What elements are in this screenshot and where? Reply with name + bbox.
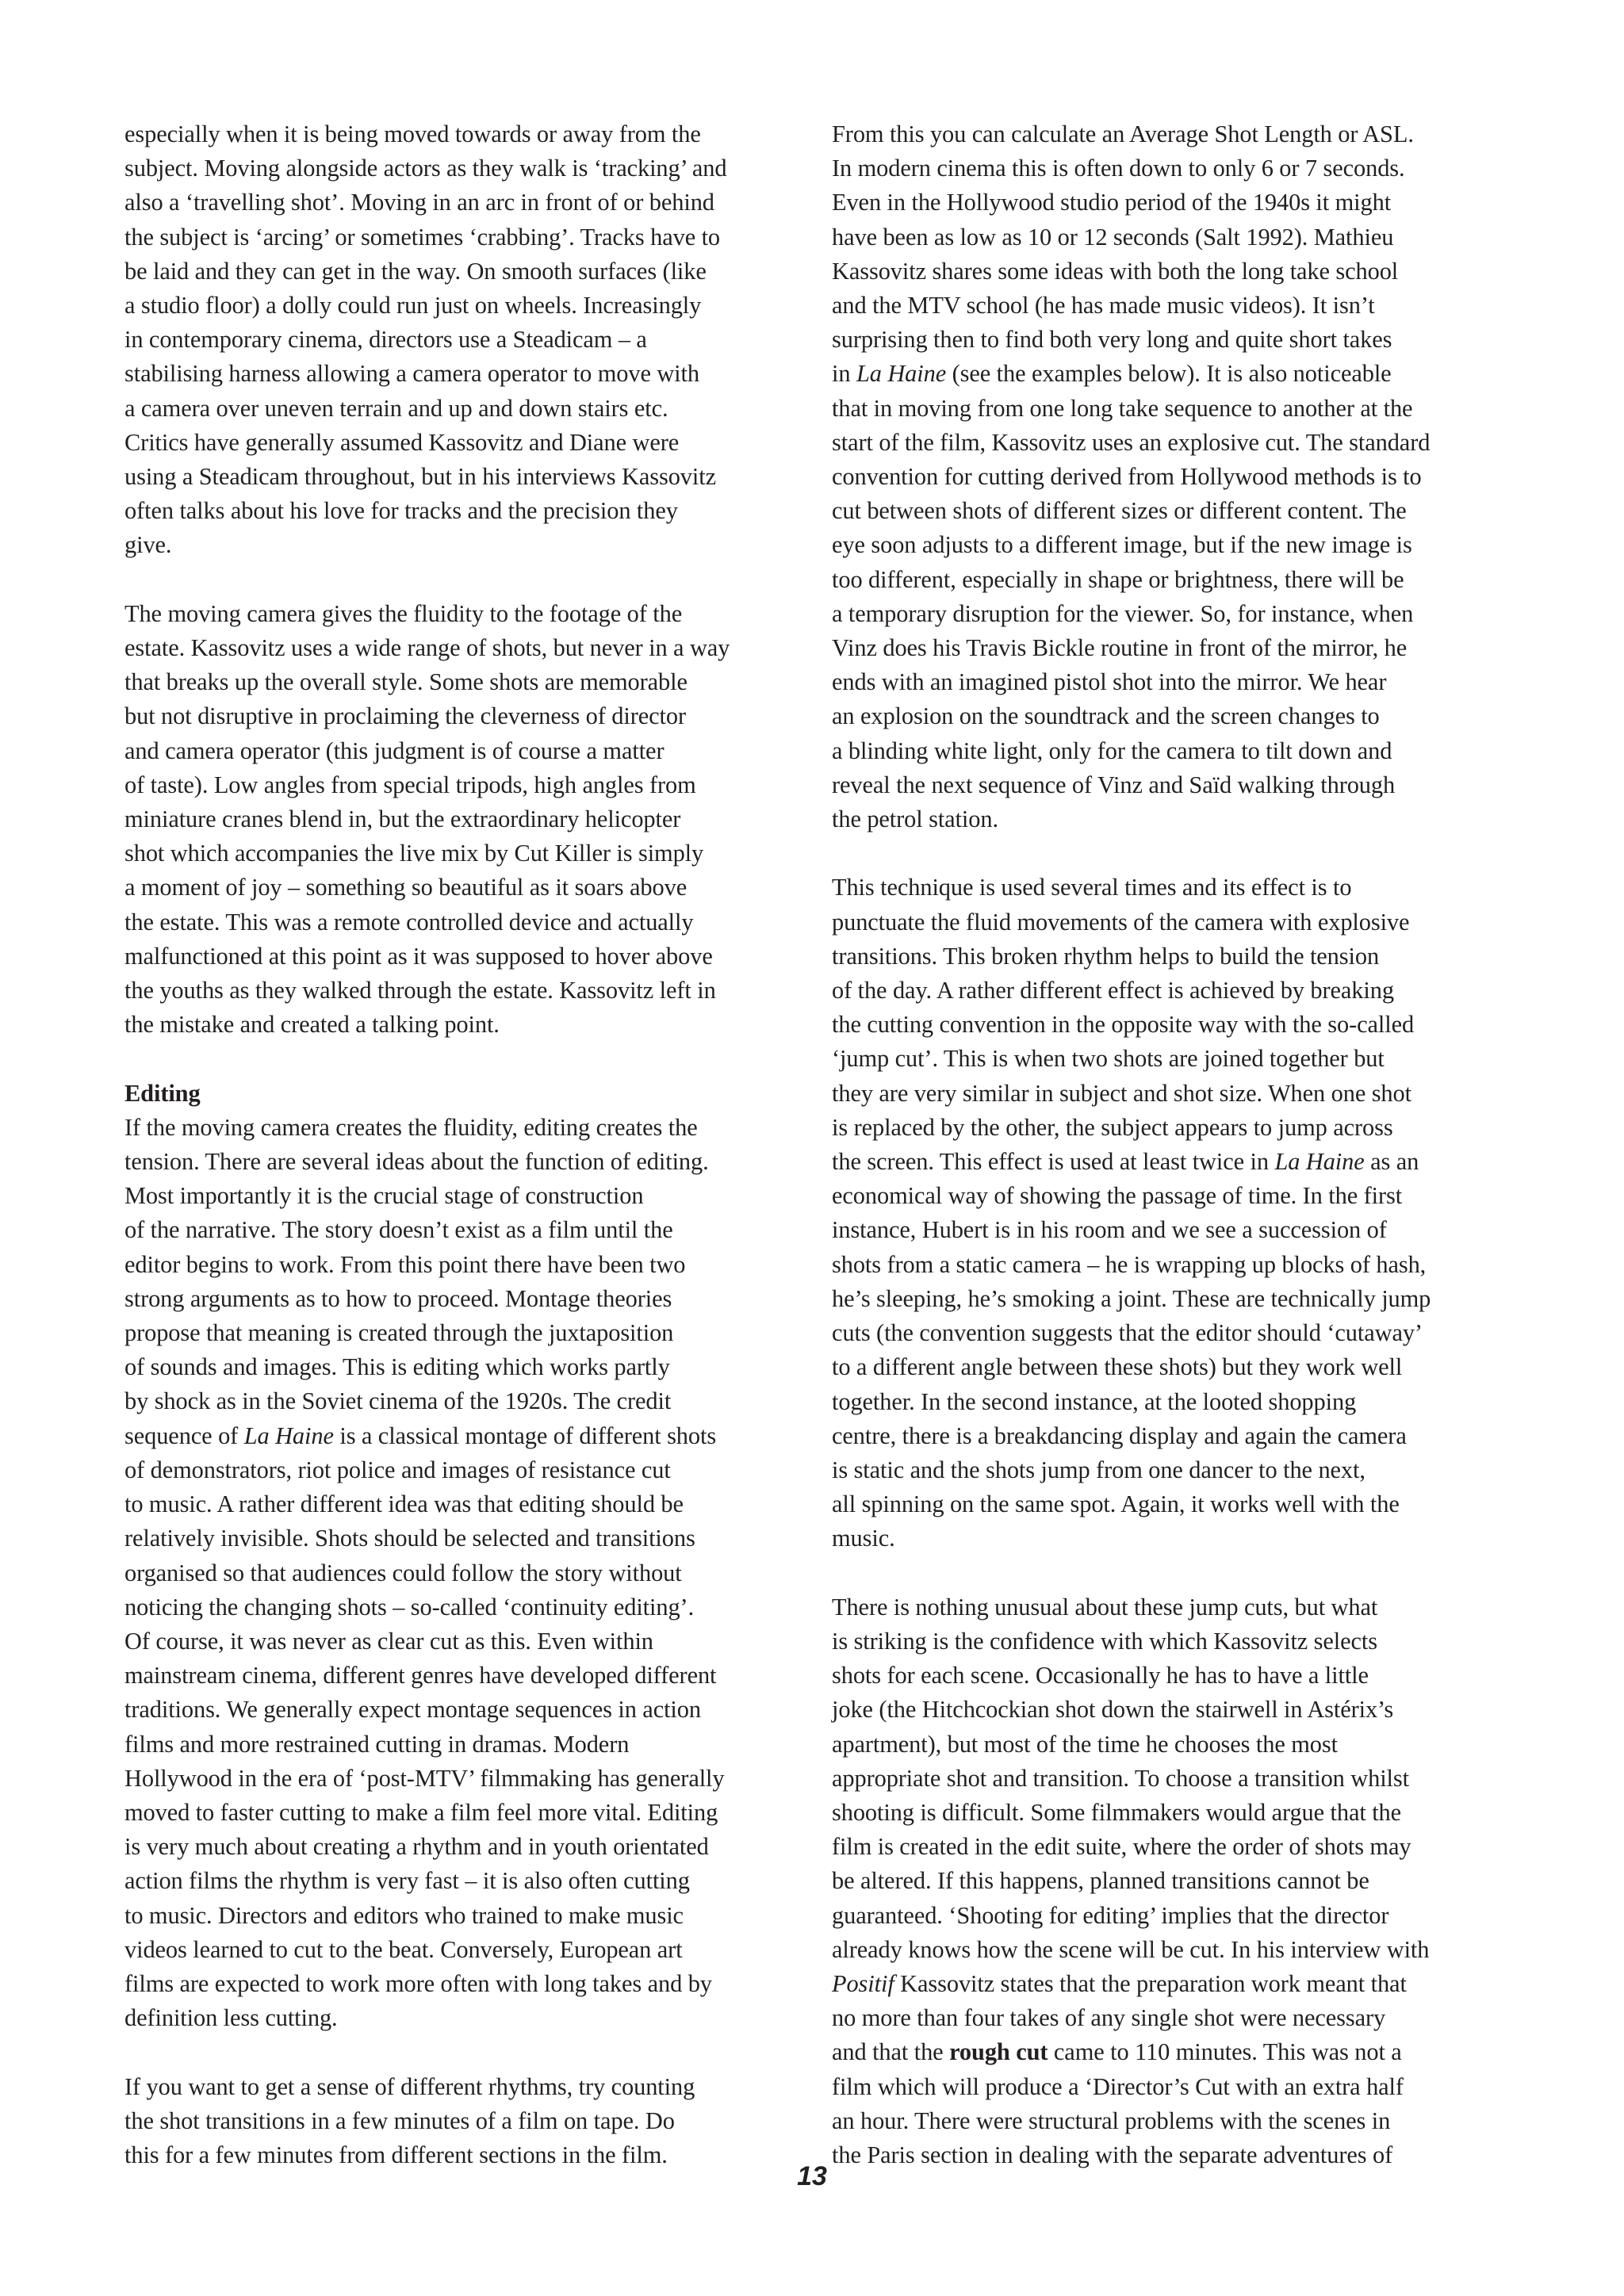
left-column-paragraph: [124, 1077, 803, 2036]
text-line: cuts (the convention suggests that the editor should ‘cutaway’: [832, 1319, 1423, 1347]
text-line: shots for each scene. Occasionally he has to have a little: [832, 1662, 1369, 1689]
text-line: especially when it is being moved towards or away from the: [124, 121, 701, 147]
text-line: shooting is difficult. Some filmmakers would argue that the: [832, 1798, 1402, 1826]
section-heading: Editing: [124, 1079, 201, 1107]
text-line: an hour. There were structural problems with the scenes in: [832, 2107, 1391, 2134]
text-line: that breaks up the overall style. Some shots are memorable: [124, 668, 688, 696]
text-line: film which will produce a ‘Director’s Cut with an extra half: [832, 2072, 1404, 2100]
text-line: organised so that audiences could follow the story without: [124, 1559, 682, 1586]
text-line: start of the film, Kassovitz uses an explosive cut. The standard: [832, 428, 1431, 456]
text-line: be laid and they can get in the way. On smooth surfaces (like: [124, 257, 707, 285]
text-line: the cutting convention in the opposite way with the so-called: [832, 1011, 1415, 1039]
text-line: film is created in the edit suite, where the order of shots may: [832, 1833, 1411, 1861]
text-line: shots from a static camera – he is wrapping up blocks of hash,: [832, 1250, 1427, 1278]
text-line: the petrol station.: [832, 806, 998, 833]
text-line: traditions. We generally expect montage sequences in action: [124, 1696, 701, 1724]
text-line: noticing the changing shots – so-called ‘continuity editing’.: [124, 1593, 695, 1621]
text-line: a moment of joy – something so beautiful as it soars above: [124, 874, 688, 901]
text-line: give.: [124, 531, 172, 559]
text-line: a camera over uneven terrain and up and down stairs etc.: [124, 394, 668, 422]
text-line: they are very similar in subject and shot size. When one shot: [832, 1079, 1411, 1107]
text-line: Positif Kassovitz states that the preparation work meant that: [832, 1969, 1407, 1997]
text-line: and camera operator (this judgment is of course a matter: [124, 737, 665, 764]
text-line: is striking is the confidence with which Kassovitz selects: [832, 1627, 1377, 1655]
text-line: by shock as in the Soviet cinema of the 1920s. The credit: [124, 1387, 672, 1415]
text-line: that in moving from one long take sequence to another at the: [832, 394, 1413, 422]
text-line: is replaced by the other, the subject appears to jump across: [832, 1113, 1393, 1141]
text-line: centre, there is a breakdancing display and again the camera: [832, 1422, 1407, 1449]
text-line: action films the rhythm is very fast – it is also often cutting: [124, 1867, 690, 1895]
text-line: is very much about creating a rhythm and in youth orientated: [124, 1833, 709, 1861]
text-line: together. In the second instance, at the looted shopping: [832, 1387, 1357, 1415]
text-line: the shot transitions in a few minutes of a film on tape. Do: [124, 2107, 675, 2134]
text-line: estate. Kassovitz uses a wide range of shots, but never in a way: [124, 634, 730, 662]
text-line: to music. A rather different idea was that editing should be: [124, 1490, 684, 1518]
text-line: guaranteed. ‘Shooting for editing’ implies that the director: [832, 1901, 1389, 1929]
text-line: Even in the Hollywood studio period of the 1940s it might: [832, 189, 1392, 216]
text-line: moved to faster cutting to make a film feel more vital. Editing: [124, 1798, 718, 1826]
text-line: this for a few minutes from different sections in the film.: [124, 2141, 668, 2168]
text-line: often talks about his love for tracks and the precision they: [124, 497, 678, 525]
text-line: of the day. A rather different effect is achieved by breaking: [832, 977, 1394, 1004]
text-line: music.: [832, 1525, 895, 1552]
left-column: [124, 117, 803, 2172]
text-line: propose that meaning is created through the juxtaposition: [124, 1319, 674, 1347]
text-line: From this you can calculate an Average Shot Length or ASL.: [832, 121, 1414, 147]
text-line: miniature cranes blend in, but the extraordinary helicopter: [124, 806, 681, 833]
text-line: appropriate shot and transition. To choose a transition whilst: [832, 1764, 1409, 1792]
text-line: relatively invisible. Shots should be selected and transitions: [124, 1525, 695, 1552]
text-line: Vinz does his Travis Bickle routine in front of the mirror, he: [832, 634, 1408, 662]
right-column-paragraph: [832, 1590, 1515, 2172]
text-line: no more than four takes of any single shot were necessary: [832, 2004, 1386, 2032]
text-line: In modern cinema this is often down to only 6 or 7 seconds.: [832, 155, 1405, 182]
text-line: Hollywood in the era of ‘post-MTV’ filmmaking has generally: [124, 1764, 725, 1792]
text-line: ends with an imagined pistol shot into the mirror. We hear: [832, 668, 1387, 696]
text-line: joke (the Hitchcockian shot down the stairwell in Astérix’s: [832, 1696, 1394, 1724]
text-line: ‘jump cut’. This is when two shots are joined together but: [832, 1045, 1385, 1073]
text-line: There is nothing unusual about these jump cuts, but what: [832, 1593, 1378, 1621]
text-line: he’s sleeping, he’s smoking a joint. These are technically jump: [832, 1284, 1431, 1312]
text-line: a blinding white light, only for the camera to tilt down and: [832, 737, 1392, 764]
right-column-paragraph: [832, 871, 1515, 1556]
right-column-paragraph: [832, 117, 1515, 836]
text-line: instance, Hubert is in his room and we see a succession of: [832, 1216, 1387, 1244]
text-line: editor begins to work. From this point there have been two: [124, 1250, 686, 1278]
text-line: the subject is ‘arcing’ or sometimes ‘crabbing’. Tracks have to: [124, 223, 721, 251]
text-line: sequence of La Haine is a classical montage of different shots: [124, 1422, 717, 1449]
text-line: definition less cutting.: [124, 2004, 338, 2032]
text-line: to a different angle between these shots) but they work well: [832, 1353, 1403, 1381]
text-line: If you want to get a sense of different rhythms, try counting: [124, 2072, 695, 2100]
text-line: in contemporary cinema, directors use a Steadicam – a: [124, 326, 647, 354]
text-line: be altered. If this happens, planned transitions cannot be: [832, 1867, 1369, 1895]
text-line: the estate. This was a remote controlled device and actually: [124, 908, 694, 936]
text-line: and the MTV school (he has made music videos). It isn’t: [832, 292, 1375, 320]
text-line: economical way of showing the passage of time. In the first: [832, 1182, 1403, 1210]
text-line: a studio floor) a dolly could run just on wheels. Increasingly: [124, 292, 702, 320]
right-column: [832, 117, 1515, 2172]
text-line: subject. Moving alongside actors as they walk is ‘tracking’ and: [124, 155, 727, 182]
text-line: of taste). Low angles from special tripods, high angles from: [124, 771, 696, 798]
text-line: eye soon adjusts to a different image, but if the new image is: [832, 531, 1412, 559]
text-line: If the moving camera creates the fluidity, editing creates the: [124, 1113, 698, 1141]
text-line: in La Haine (see the examples below). It is also noticeable: [832, 360, 1392, 388]
text-line: The moving camera gives the fluidity to the footage of the: [124, 599, 683, 627]
text-line: and that the rough cut came to 110 minutes. This was not a: [832, 2038, 1402, 2066]
text-line: the screen. This effect is used at least twice in La Haine as an: [832, 1148, 1419, 1176]
text-line: already knows how the scene will be cut. In his interview with: [832, 1935, 1430, 1963]
text-line: of demonstrators, riot police and images of resistance cut: [124, 1456, 671, 1483]
text-line: Most importantly it is the crucial stage of construction: [124, 1182, 644, 1210]
text-line: have been as low as 10 or 12 seconds (Salt 1992). Mathieu: [832, 223, 1394, 251]
text-line: of the narrative. The story doesn’t exist as a film until the: [124, 1216, 673, 1244]
text-line: malfunctioned at this point as it was supposed to hover above: [124, 942, 713, 970]
text-line: punctuate the fluid movements of the camera with explosive: [832, 908, 1410, 936]
text-line: Of course, it was never as clear cut as this. Even within: [124, 1627, 653, 1655]
text-line: but not disruptive in proclaiming the cleverness of director: [124, 702, 686, 730]
text-line: cut between shots of different sizes or different content. The: [832, 497, 1407, 525]
text-line: convention for cutting derived from Hollywood methods is to: [832, 463, 1422, 491]
left-column-paragraph: [124, 2070, 803, 2173]
text-line: Critics have generally assumed Kassovitz and Diane were: [124, 428, 680, 456]
text-line: of sounds and images. This is editing which works partly: [124, 1353, 670, 1381]
text-line: stabilising harness allowing a camera operator to move with: [124, 360, 699, 388]
text-line: This technique is used several times and its effect is to: [832, 874, 1352, 901]
text-line: apartment), but most of the time he chooses the most: [832, 1730, 1338, 1758]
text-line: also a ‘travelling shot’. Moving in an arc in front of or behind: [124, 189, 714, 216]
text-line: strong arguments as to how to proceed. Montage theories: [124, 1284, 672, 1312]
text-line: using a Steadicam throughout, but in his interviews Kassovitz: [124, 463, 716, 491]
text-line: films and more restrained cutting in dramas. Modern: [124, 1730, 630, 1758]
text-line: too different, especially in shape or brightness, there will be: [832, 565, 1404, 593]
text-line: reveal the next sequence of Vinz and Saïd walking through: [832, 771, 1396, 798]
text-line: surprising then to find both very long and quite short takes: [832, 326, 1392, 354]
text-line: the mistake and created a talking point.: [124, 1011, 500, 1039]
text-line: a temporary disruption for the viewer. So, for instance, when: [832, 599, 1414, 627]
text-line: is static and the shots jump from one dancer to the next,: [832, 1456, 1365, 1483]
text-line: transitions. This broken rhythm helps to build the tension: [832, 942, 1380, 970]
left-column-paragraph: [124, 117, 803, 563]
text-line: mainstream cinema, different genres have developed different: [124, 1662, 717, 1689]
text-line: all spinning on the same spot. Again, it works well with the: [832, 1490, 1400, 1518]
page-number: 13: [797, 2161, 827, 2191]
text-line: tension. There are several ideas about the function of editing.: [124, 1148, 709, 1176]
text-line: videos learned to cut to the beat. Conversely, European art: [124, 1935, 683, 1963]
text-line: films are expected to work more often with long takes and by: [124, 1969, 712, 1997]
text-line: Kassovitz shares some ideas with both the long take school: [832, 257, 1399, 285]
text-line: the youths as they walked through the estate. Kassovitz left in: [124, 977, 716, 1004]
text-line: an explosion on the soundtrack and the screen changes to: [832, 702, 1380, 730]
text-line: the Paris section in dealing with the separate adventures of: [832, 2141, 1393, 2168]
text-line: shot which accompanies the live mix by Cut Killer is simply: [124, 840, 704, 867]
left-column-paragraph: [124, 597, 803, 1043]
text-line: to music. Directors and editors who trained to make music: [124, 1901, 684, 1929]
